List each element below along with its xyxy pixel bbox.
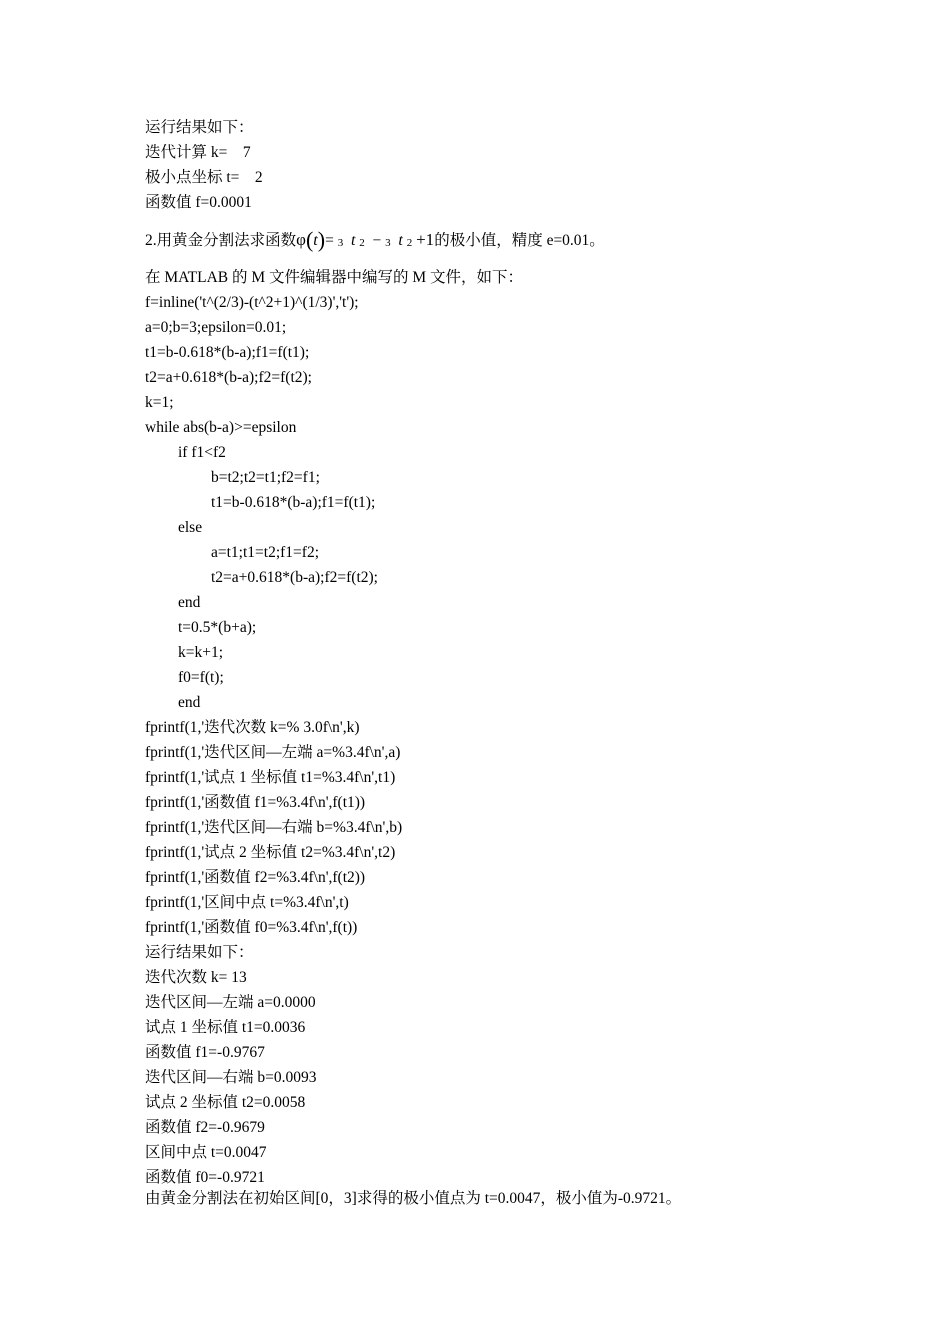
code-line: fprintf(1,'试点 2 坐标值 t2=%3.4f\n',t2) — [145, 844, 396, 861]
formula-arg: t — [313, 232, 318, 249]
result-line: 迭代次数 k= 13 — [145, 969, 247, 986]
code-line: f=inline('t^(2/3)-(t^2+1)^(1/3)','t'); — [145, 294, 359, 311]
code-line: b=t2;t2=t1;f2=f1; — [211, 469, 320, 486]
code-line: k=1; — [145, 394, 174, 411]
problem2-statement — [145, 226, 605, 254]
result-line: 迭代区间—右端 b=0.0093 — [145, 1069, 317, 1086]
code-line: fprintf(1,'函数值 f2=%3.4f\n',f(t2)) — [145, 869, 366, 886]
code-line: k=k+1; — [178, 644, 224, 661]
code-line: fprintf(1,'迭代次数 k=% 3.0f\n',k) — [145, 719, 360, 736]
code-line: fprintf(1,'迭代区间—左端 a=%3.4f\n',a) — [145, 744, 401, 761]
formula-root-index-1: 3 — [337, 237, 344, 249]
formula-t1: t — [350, 232, 356, 249]
code-line: else — [178, 519, 203, 536]
result-line: 函数值 f2=-0.9679 — [145, 1119, 265, 1136]
result1-f: 函数值 f=0.0001 — [145, 194, 252, 211]
code-line: t2=a+0.618*(b-a);f2=f(t2); — [211, 569, 378, 586]
formula-exp-2: 2 — [406, 237, 413, 249]
conclusion-text: 由黄金分割法在初始区间[0，3]求得的极小值点为 t=0.0047，极小值为-0.9721。 — [145, 1190, 682, 1207]
code-line: t2=a+0.618*(b-a);f2=f(t2); — [145, 369, 312, 386]
formula-exp-1: 2 — [359, 237, 365, 249]
code-line: fprintf(1,'函数值 f1=%3.4f\n',f(t1)) — [145, 794, 366, 811]
code-line: fprintf(1,'函数值 f0=%3.4f\n',f(t)) — [145, 919, 358, 936]
result1-title: 运行结果如下： — [145, 119, 254, 136]
result1-k: 迭代计算 k= 7 — [145, 144, 251, 161]
problem2-suffix: 的极小值，精度 e=0.01。 — [434, 232, 605, 249]
code-line: while abs(b-a)>=epsilon — [145, 419, 297, 436]
formula-plus-one: +1 — [416, 230, 435, 249]
result-line: 函数值 f0=-0.9721 — [145, 1169, 265, 1186]
formula-eq: = — [325, 232, 334, 249]
problem2-prefix: 2.用黄金分割法求函数 — [145, 232, 297, 249]
formula-lparen: ( — [305, 227, 314, 252]
result-line: 区间中点 t=0.0047 — [145, 1144, 267, 1161]
formula-minus: − — [372, 232, 382, 249]
code-line: fprintf(1,'迭代区间—右端 b=%3.4f\n',b) — [145, 819, 403, 836]
code-line: if f1<f2 — [178, 444, 226, 461]
code-line: a=t1;t1=t2;f1=f2; — [211, 544, 320, 561]
formula-root-index-2: 3 — [385, 237, 391, 249]
code-line: t=0.5*(b+a); — [178, 619, 257, 636]
result-line: 运行结果如下： — [145, 944, 254, 961]
formula-rparen: ) — [317, 227, 326, 252]
code-line: fprintf(1,'区间中点 t=%3.4f\n',t) — [145, 894, 349, 911]
intro-text: 在 MATLAB 的 M 文件编辑器中编写的 M 文件，如下： — [145, 269, 524, 286]
code-line: fprintf(1,'试点 1 坐标值 t1=%3.4f\n',t1) — [145, 769, 396, 786]
result-line: 试点 1 坐标值 t1=0.0036 — [145, 1019, 306, 1036]
code-line: end — [178, 694, 201, 711]
result-line: 试点 2 坐标值 t2=0.0058 — [145, 1094, 306, 1111]
code-line: t1=b-0.618*(b-a);f1=f(t1); — [145, 344, 310, 361]
code-line: a=0;b=3;epsilon=0.01; — [145, 319, 287, 336]
code-line: t1=b-0.618*(b-a);f1=f(t1); — [211, 494, 376, 511]
result1-t: 极小点坐标 t= 2 — [145, 169, 263, 186]
code-line: end — [178, 594, 201, 611]
phi-symbol: φ — [296, 230, 306, 249]
result-line: 迭代区间—左端 a=0.0000 — [145, 994, 316, 1011]
formula-t2: t — [398, 232, 403, 249]
result-line: 函数值 f1=-0.9767 — [145, 1044, 265, 1061]
code-line: f0=f(t); — [178, 669, 224, 686]
